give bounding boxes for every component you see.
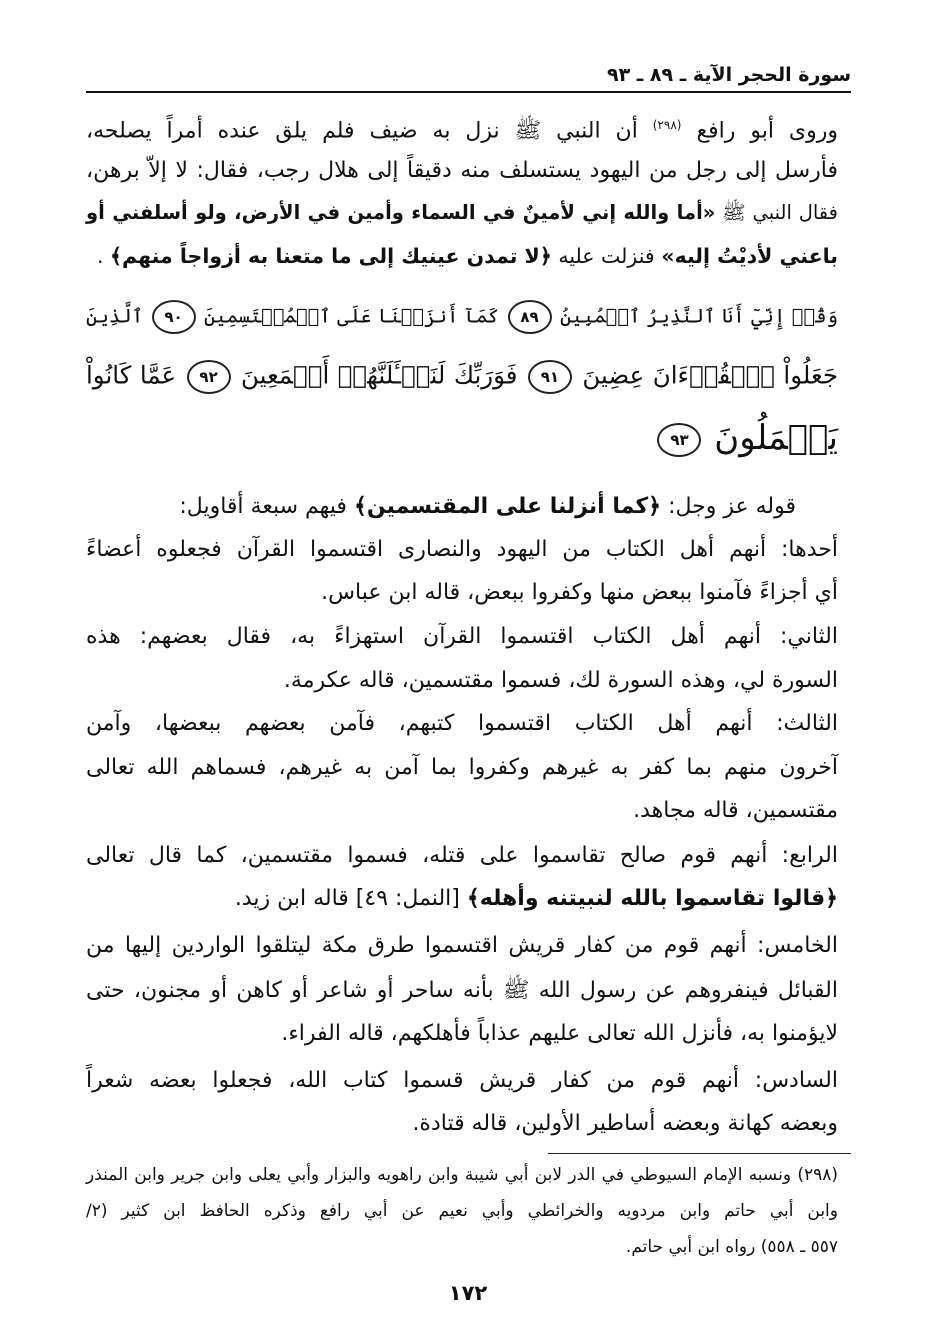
quran-citation: ﴿لا تمدن عينيك إلى ما متعنا به أزواجاً منهم﴾ — [110, 244, 552, 268]
paragraph-7-line-1: السادس: أنهم قوم من كفار قريش قسموا كتاب الله، فجعلوا بعضه شعراً — [86, 1068, 838, 1093]
running-header — [86, 52, 851, 86]
header-rule — [86, 91, 851, 93]
footnote-line-1: (٢٩٨) ونسبه الإمام السيوطي في الدر لابن أبي شيبة وابن راهويه والبزار وأبي يعلى وابن جرير وابن المنذر — [86, 1165, 838, 1185]
paragraph-6-line-2: القبائل فينفروهم عن رسول الله ﷺ بأنه ساحر أو شاعر أو كاهن أو مجنون، حتى — [86, 978, 838, 1003]
intro-line-1: وروى أبو رافع $^{(٢٩٨)}$ أن النبي ﷺ نزل به ضيف فلم يلق عنده أمراً يصلحه، — [86, 118, 838, 144]
header-title: سورة الحجر الآية ـ ٨٩ ـ ٩٣ — [606, 64, 851, 86]
ayah-number-marker: ٩١ — [528, 360, 572, 394]
paragraph-7-line-2: وبعضه كهانة وبعضه أساطير الأولين، قاله قتادة. — [412, 1111, 838, 1136]
paragraph-4-line-2: آخرون منهم بما كفر به غيرهم وكفروا بما آمن به غيرهم، فسماهم الله تعالى — [86, 755, 838, 780]
intro-line-2: فأرسل إلى رجل من اليهود يستسلف منه دقيقاً إلى هلال رجب، فقال: لا إلاّ برهن، — [86, 158, 838, 183]
footnote-ref-298[interactable]: (٢٩٨) — [652, 118, 682, 132]
paragraph-3-line-1: الثاني: أنهم أهل الكتاب اقتسموا القرآن استهزاءً به، فقال بعضهم: هذه — [86, 624, 838, 649]
paragraph-2-line-2: أي أجزاءً فآمنوا ببعض منها وكفروا ببعض، قاله ابن عباس. — [321, 580, 838, 605]
paragraph-2-line-1: أحدها: أنهم أهل الكتاب من اليهود والنصارى اقتسموا القرآن فجعلوه أعضاءً — [86, 537, 838, 562]
ayah-number-marker: ٨٩ — [508, 300, 552, 334]
paragraph-5-line-1: الرابع: أنهم قوم صالح تقاسموا على قتله، فسموا مقتسمين، كما قال تعالى — [86, 843, 838, 868]
paragraph-1: قوله عز وجل: ﴿كما أنزلنا على المقتسمين﴾ فيهم سبعة أقاويل: — [179, 494, 796, 519]
paragraph-4-line-3: مقتسمين، قاله مجاهد. — [633, 798, 838, 823]
quran-line-1: وَقُلۡ إِنِّيٓ أَنَا ٱلنَّذِيرُ ٱلۡمُبِينُ ٨٩ كَمَآ أَنزَلۡنَا عَلَى ٱلۡمُقۡتَسِمِينَ ٩٠ ٱلَّذِينَ — [86, 300, 838, 334]
hadith-quote: «أما والله إني لأمينٌ في السماء وأمين في الأرض، ولو أسلفني أو — [86, 201, 716, 224]
ayah-number-marker: ٩٢ — [187, 360, 231, 394]
ayah-number-marker: ٩٣ — [657, 423, 701, 457]
footnote-rule — [548, 1153, 851, 1154]
paragraph-6-line-3: لايؤمنوا به، فأنزل الله تعالى عليهم عذاباً فأهلكهم، قاله الفراء. — [281, 1021, 838, 1046]
quran-line-2: جَعَلُواْ ٱلۡقُرۡءَانَ عِضِينَ ٩١ فَوَرَبِّكَ لَنَسۡـَٔلَنَّهُمۡ أَجۡمَعِينَ ٩٢ عَمَّا كَانُواْ — [86, 360, 838, 394]
footnote-line-2: وابن أبي حاتم وابن مردويه والخرائطي وأبي نعيم عن أبي رافع وذكره الحافظ ابن كثير (٢/ — [86, 1201, 838, 1221]
quran-line-3: يَعۡمَلُونَ ٩٣ — [655, 421, 838, 457]
paragraph-4-line-1: الثالث: أنهم أهل الكتاب اقتسموا كتبهم، فآمن بعضهم ببعضها، وآمن — [86, 711, 838, 736]
paragraph-6-line-1: الخامس: أنهم قوم من كفار قريش اقتسموا طرق مكة ليتلقوا الواردين إليها من — [86, 933, 838, 958]
ayah-number-marker: ٩٠ — [152, 300, 196, 334]
footnote-line-3: ٥٥٧ ـ ٥٥٨) رواه ابن أبي حاتم. — [625, 1237, 838, 1257]
intro-line-4: باعني لأديْتُ إليه» فنزلت عليه ﴿لا تمدن عينيك إلى ما متعنا به أزواجاً منهم﴾ . — [96, 244, 838, 268]
intro-line-3: فقال النبي ﷺ «أما والله إني لأمينٌ في السماء وأمين في الأرض، ولو أسلفني أو — [86, 201, 838, 224]
paragraph-3-line-2: السورة لي، وهذه السورة لك، فسموا مقتسمين، قاله عكرمة. — [283, 668, 838, 693]
page-number: ١٧٢ — [448, 1281, 488, 1305]
paragraph-5-line-2: ﴿قالوا تقاسموا بالله لنبيتنه وأهله﴾ [النمل: ٤٩] قاله ابن زيد. — [234, 886, 838, 911]
